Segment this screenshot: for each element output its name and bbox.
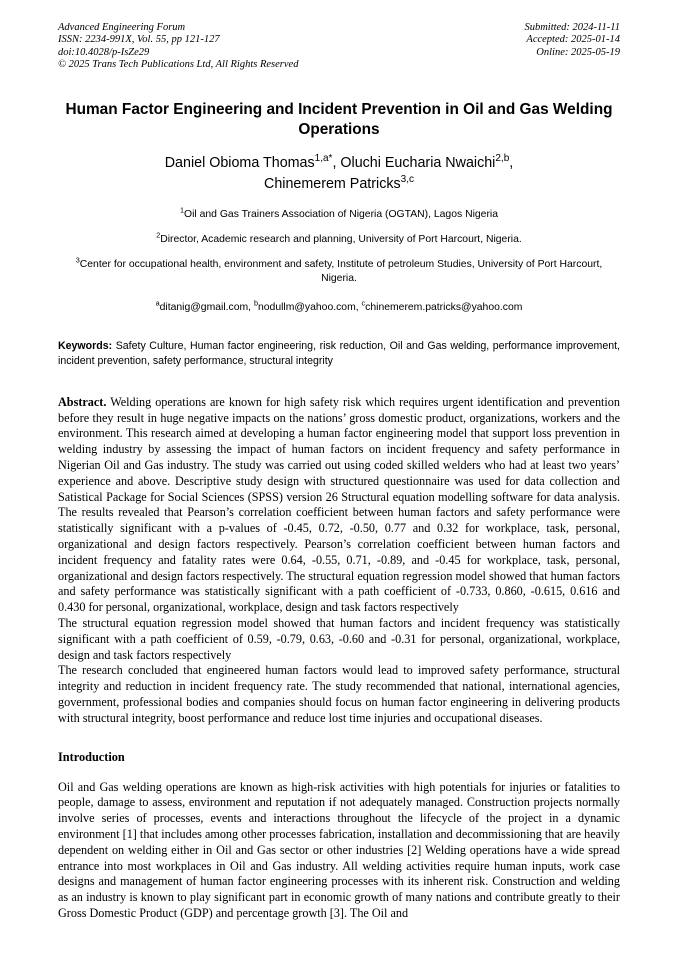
author-3-sup: 3,c [400, 174, 414, 186]
affiliation-2-text: Director, Academic research and planning, University of Port Harcourt, Nigeria. [160, 234, 522, 245]
keywords [58, 339, 620, 370]
affiliation-1 [58, 205, 620, 222]
introduction-paragraph-1: Oil and Gas welding operations are known as high-risk activities with high potentials for injuries or fatalities to people, damage to assess, environment and reputation if not adequately managed. Construction projects normally involve series of processes, events and interactions throughout the lifecycle of the project in a dynamic environment [1] that includes among other processes fabrication, installation and decommissioning that are heavily dependent on welding either in Oil and Gas sector or other industries [2] Welding operations have a wide spread entrance into most workplaces in Oil and Gas industry. All welding activities require human inputs, work case designs and management of human factor engineering processes with its inherent risk. Construction and welding as an industry is known to play significant part in economic growth of many nations and contribute greatly to their Gross Domestic Product (GDP) and percentage growth [3]. The Oil and [58, 779, 620, 920]
email-a[interactable]: ditanig@gmail.com, [159, 302, 254, 313]
authors-line1-end: , [509, 155, 514, 171]
abstract-paragraph-1 [58, 395, 620, 616]
journal-copyright: © 2025 Trans Tech Publications Ltd, All Rights Reserved [58, 59, 299, 71]
email-c[interactable]: chinemerem.patricks@yahoo.com [365, 302, 523, 313]
abstract-text-1: Welding operations are known for high safety risk which requires urgent identification and prevention before they result in huge negative impacts on the nations’ gross domestic product, organizations, workers and the environment. This research aimed at developing a human factor engineering model that support loss prevention in welding industry by assessing the impact of human factors on incident frequency and safety performance in Nigerian Oil and Gas industry. The study was carried out using coded skilled welders who had at least two years’ experience and above. Descriptive study design with structured questionnaire was used for data collection and Satistical Package for Social Sciences (SPSS) version 26 Structural equation modelling software for data analysis. The results revealed that Pearson’s correlation coefficient between human factors and safety performance were statistically significant with a p-values of -0.45, 0.72, -0.50, 0.77 and 0.32 for workplace, task, personal, organizational and design factors respectively. Pearson’s correlation coefficient between human factors and incident frequency and fatality rates were 0.64, -0.55, 0.71, -0.89, and -0.45 for workplace, task, personal, organizational and design factors respectively. The structural equation regression model showed that human factors and safety performance was statistically significant with a path coefficient of -0.733, 0.860, -0.615, 0.616 and 0.430 for personal, organizational, workplace, design and task factors respectively [58, 394, 620, 615]
submitted-date: Submitted: 2024-11-11 [524, 22, 620, 33]
author-3-name: Chinemerem Patricks [264, 176, 401, 192]
introduction-body [58, 780, 620, 922]
masthead-left [58, 22, 298, 72]
abstract-paragraph-3: The research concluded that engineered human factors would lead to improved safety performance, structural integrity and reduction in incident frequency rate. The study recommended that national, international agencies, government, professional bodies and companies should focus on human factor engineering in delivering products with structural integrity, boost performance and reduce lost time injuries and occupational diseases. [58, 663, 620, 725]
authors-separator: , Oluchi Eucharia Nwaichi [332, 155, 496, 171]
author-1-sup: 1,a* [314, 153, 333, 165]
journal-name: Advanced Engineering Forum [58, 22, 186, 33]
abstract-label: Abstract. [58, 394, 107, 409]
email-b[interactable]: nodullm@yahoo.com, [257, 302, 362, 313]
abstract [58, 395, 620, 727]
keywords-list: Safety Culture, Human factor engineering, risk reduction, Oil and Gas welding, performance improvement, incident prevention, safety performance, structural integrity [58, 340, 620, 368]
author-emails [58, 298, 620, 315]
email-a-sup: a [155, 298, 160, 308]
affiliation-2-sup: 2 [156, 230, 161, 240]
authors-line-2 [58, 174, 620, 195]
online-date: Online: 2025-05-19 [536, 46, 620, 58]
author-1-name: Daniel Obioma Thomas [164, 155, 315, 171]
abstract-paragraph-2: The structural equation regression model showed that human factors and incident frequency was statistically significant with a path coefficient of 0.59, -0.79, 0.63, -0.60 and -0.31 for personal, organizational, workplace, design and task factors respectively [58, 615, 620, 662]
author-2-sup: 2,b [495, 153, 510, 165]
page-title: Human Factor Engineering and Incident Prevention in Oil and Gas Welding Operations [65, 101, 613, 138]
introduction-heading: Introduction [58, 749, 125, 764]
affiliation-1-sup: 1 [179, 205, 185, 215]
masthead-right [524, 22, 620, 59]
affiliation-2 [58, 230, 620, 247]
journal-issn: ISSN: 2234-991X, Vol. 55, pp 121-127 [58, 34, 220, 46]
affiliation-3-text: Center for occupational health, environment and safety, Institute of petroleum Studies, University of Port Harcourt, Nigeria. [79, 259, 603, 284]
email-b-sup: b [253, 298, 258, 308]
authors [58, 153, 620, 195]
keywords-label: Keywords: [58, 340, 113, 352]
masthead [58, 22, 620, 74]
affiliation-3-sup: 3 [75, 255, 80, 265]
affiliation-3 [58, 255, 620, 286]
journal-doi: doi:10.4028/p-IsZe29 [58, 46, 150, 58]
email-c-sup: c [361, 298, 366, 308]
accepted-date: Accepted: 2025-01-14 [526, 34, 620, 46]
affiliation-1-text: Oil and Gas Trainers Association of Nigeria (OGTAN), Lagos Nigeria [184, 209, 498, 220]
